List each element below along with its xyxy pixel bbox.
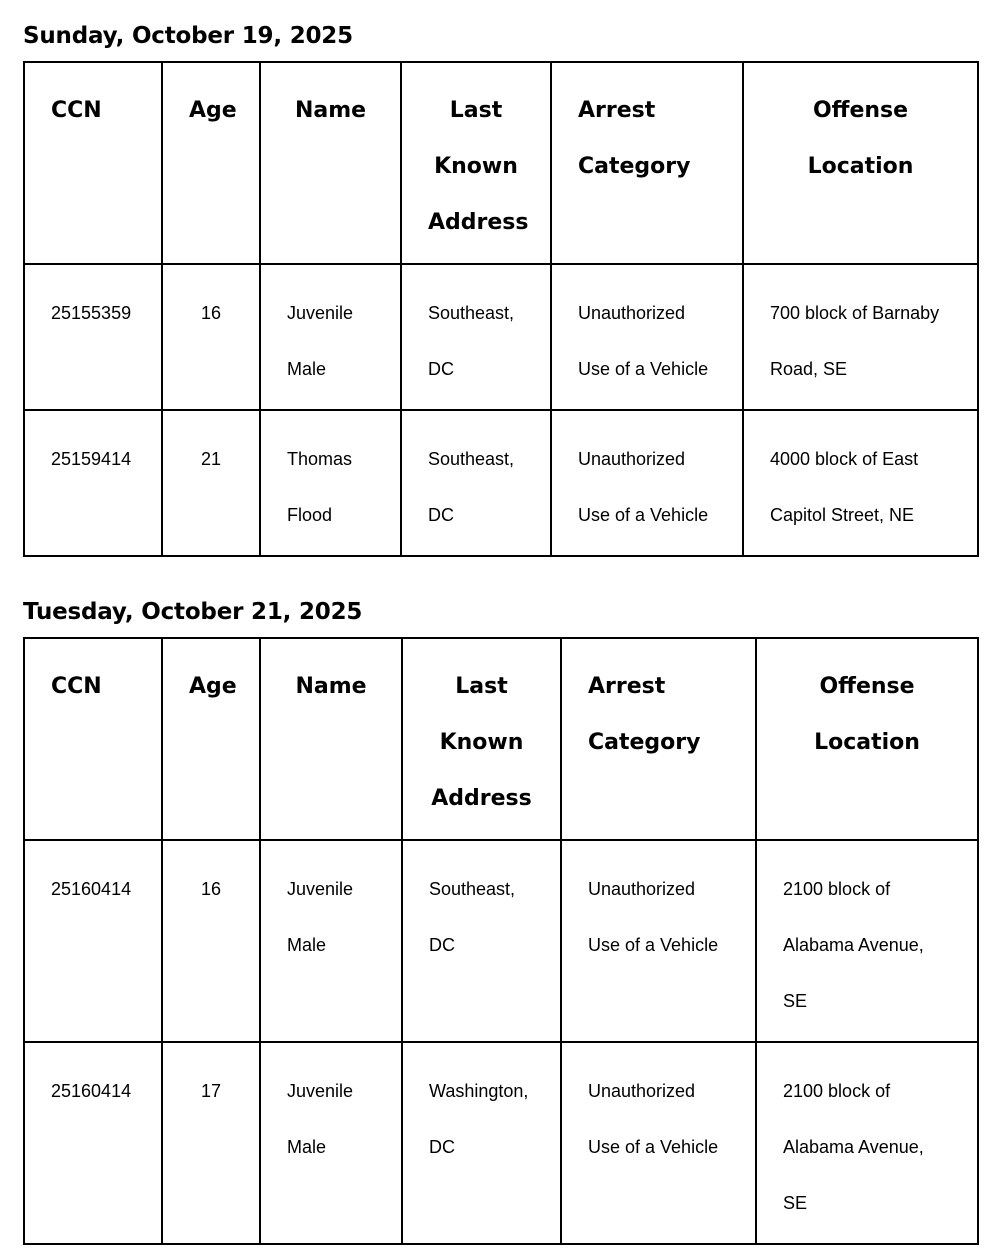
header-last-known-address: Last Known Address <box>401 62 551 264</box>
cell-category: Unauthorized Use of a Vehicle <box>561 840 756 1042</box>
header-age: Age <box>162 638 260 840</box>
table-header-row <box>24 638 978 840</box>
cell-location: 700 block of Barnaby Road, SE <box>743 264 978 410</box>
table-row <box>24 1042 978 1244</box>
cell-ccn: 25160414 <box>24 840 162 1042</box>
cell-address: Washington, DC <box>402 1042 561 1244</box>
table-row <box>24 410 978 556</box>
cell-category: Unauthorized Use of a Vehicle <box>561 1042 756 1244</box>
table-row <box>24 840 978 1042</box>
cell-ccn: 25159414 <box>24 410 162 556</box>
cell-address: Southeast, DC <box>401 410 551 556</box>
section-date-heading: Tuesday, October 21, 2025 <box>23 599 363 625</box>
arrest-table <box>23 61 979 557</box>
header-arrest-category: Arrest Category <box>551 62 743 264</box>
header-name: Name <box>260 62 401 264</box>
cell-location: 4000 block of East Capitol Street, NE <box>743 410 978 556</box>
arrest-table <box>23 637 979 1245</box>
cell-category: Unauthorized Use of a Vehicle <box>551 410 743 556</box>
cell-age: 16 <box>162 840 260 1042</box>
cell-age: 16 <box>162 264 260 410</box>
cell-age: 17 <box>162 1042 260 1244</box>
header-arrest-category: Arrest Category <box>561 638 756 840</box>
cell-name: Juvenile Male <box>260 264 401 410</box>
table-row <box>24 264 978 410</box>
cell-location: 2100 block of Alabama Avenue, SE <box>756 1042 978 1244</box>
cell-address: Southeast, DC <box>401 264 551 410</box>
cell-name: Juvenile Male <box>260 1042 402 1244</box>
header-age: Age <box>162 62 260 264</box>
cell-ccn: 25160414 <box>24 1042 162 1244</box>
cell-category: Unauthorized Use of a Vehicle <box>551 264 743 410</box>
cell-name: Juvenile Male <box>260 840 402 1042</box>
cell-location: 2100 block of Alabama Avenue, SE <box>756 840 978 1042</box>
header-ccn: CCN <box>24 62 162 264</box>
cell-age: 21 <box>162 410 260 556</box>
cell-ccn: 25155359 <box>24 264 162 410</box>
header-ccn: CCN <box>24 638 162 840</box>
header-offense-location: Offense Location <box>756 638 978 840</box>
header-offense-location: Offense Location <box>743 62 978 264</box>
cell-name: Thomas Flood <box>260 410 401 556</box>
cell-address: Southeast, DC <box>402 840 561 1042</box>
header-last-known-address: Last Known Address <box>402 638 561 840</box>
header-name: Name <box>260 638 402 840</box>
section-date-heading: Sunday, October 19, 2025 <box>23 23 353 49</box>
table-header-row <box>24 62 978 264</box>
